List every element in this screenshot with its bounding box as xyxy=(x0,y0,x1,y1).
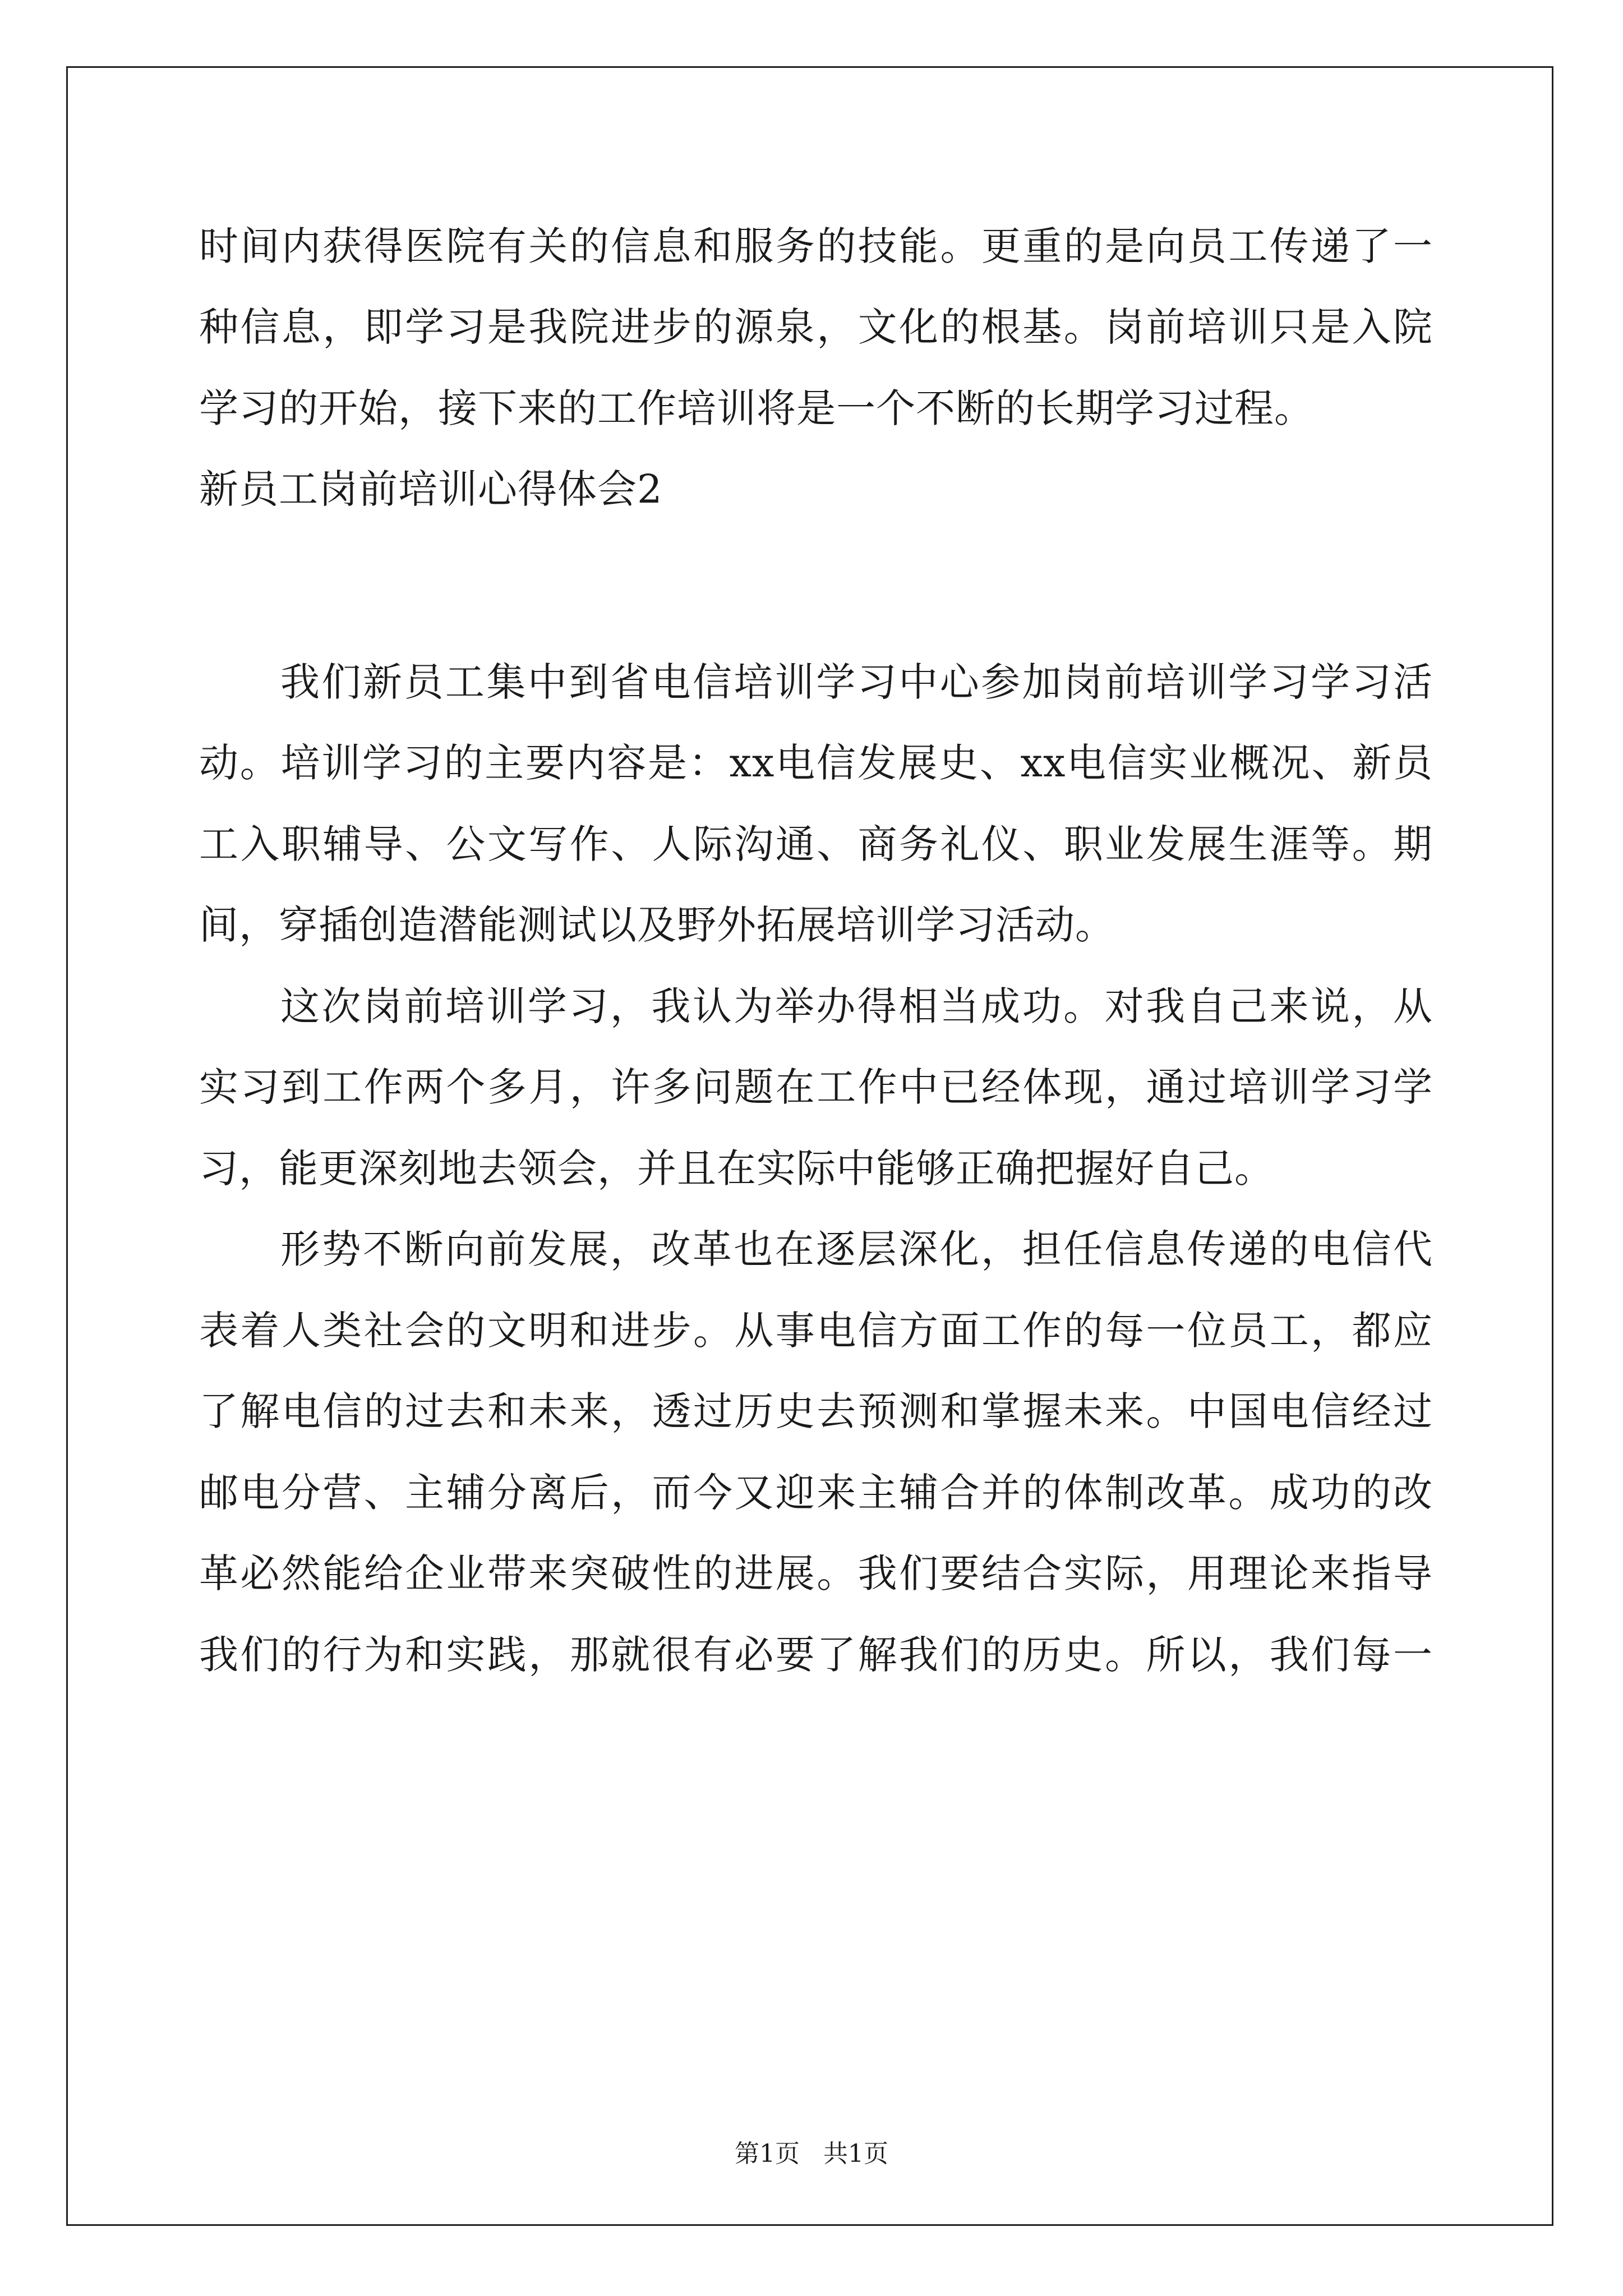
paragraph-2-line-3: 工入职辅导、公文写作、人际沟通、商务礼仪、职业发展生涯等。期 xyxy=(199,821,1433,867)
paragraph-3-line-1: 这次岗前培训学习，我认为举办得相当成功。对我自己来说，从 xyxy=(280,983,1433,1029)
paragraph-1-line-2: 种信息，即学习是我院进步的源泉，文化的根基。岗前培训只是入院 xyxy=(199,304,1433,350)
section-heading: 新员工岗前培训心得体会2 xyxy=(199,466,663,512)
paragraph-1-line-1: 时间内获得医院有关的信息和服务的技能。更重的是向员工传递了一 xyxy=(199,223,1433,269)
paragraph-4-line-5: 革必然能给企业带来突破性的进展。我们要结合实际，用理论来指导 xyxy=(199,1550,1433,1596)
paragraph-4-line-4: 邮电分营、主辅分离后，而今又迎来主辅合并的体制改革。成功的改 xyxy=(199,1470,1433,1516)
paragraph-2-line-2: 动。培训学习的主要内容是：xx电信发展史、xx电信实业概况、新员 xyxy=(199,740,1433,786)
paragraph-2-line-1: 我们新员工集中到省电信培训学习中心参加岗前培训学习学习活 xyxy=(280,659,1433,705)
paragraph-4-line-1: 形势不断向前发展，改革也在逐层深化，担任信息传递的电信代 xyxy=(280,1226,1433,1272)
paragraph-2-line-4: 间，穿插创造潜能测试以及野外拓展培训学习活动。 xyxy=(199,902,1115,948)
paragraph-3-line-2: 实习到工作两个多月，许多问题在工作中已经体现，通过培训学习学 xyxy=(199,1064,1433,1110)
page-footer: 第1页 共1页 xyxy=(735,2139,888,2168)
paragraph-3-line-3: 习，能更深刻地去领会，并且在实际中能够正确把握好自己。 xyxy=(199,1145,1274,1191)
paragraph-1-line-3: 学习的开始，接下来的工作培训将是一个不断的长期学习过程。 xyxy=(199,385,1314,431)
paragraph-4-line-3: 了解电信的过去和未来，透过历史去预测和掌握未来。中国电信经过 xyxy=(199,1388,1433,1434)
paragraph-4-line-6: 我们的行为和实践，那就很有必要了解我们的历史。所以，我们每一 xyxy=(199,1632,1433,1678)
paragraph-4-line-2: 表着人类社会的文明和进步。从事电信方面工作的每一位员工，都应 xyxy=(199,1308,1433,1354)
